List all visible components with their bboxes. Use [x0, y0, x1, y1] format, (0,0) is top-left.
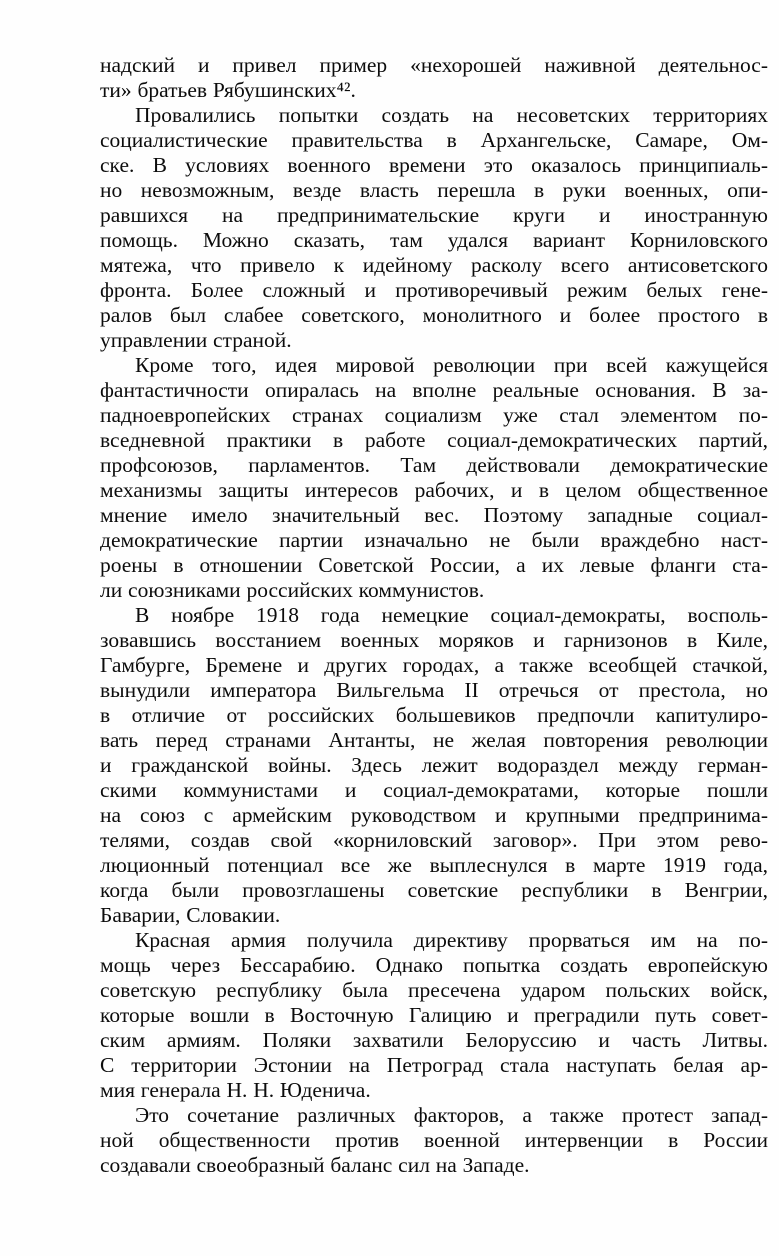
text-line: на союз с армейским руководством и крупными предпринима- — [100, 803, 768, 827]
text-line: фантастичности опиралась на вполне реальные основания. В за- — [100, 378, 768, 402]
text-line: ске. В условиях военного времени это оказалось принципиаль- — [100, 153, 768, 177]
text-line: вынудили императора Вильгельма II отречься от престола, но — [100, 678, 768, 702]
text-line: мнение имело значительный вес. Поэтому западные социал- — [100, 503, 768, 527]
text-line: мятежа, что привело к идейному расколу всего антисоветского — [100, 253, 768, 277]
text-line: ралов был слабее советского, монолитного и более простого в — [100, 303, 768, 327]
text-line: Это сочетание различных факторов, а также протест запад- — [135, 1103, 768, 1127]
text-line: В ноябре 1918 года немецкие социал-демократы, восполь- — [135, 603, 768, 627]
text-line: вседневной практики в работе социал-демократических партий, — [100, 428, 768, 452]
text-line: в отличие от российских большевиков предпочли капитулиро- — [100, 703, 768, 727]
text-line: советскую республику была пресечена ударом польских войск, — [100, 978, 768, 1002]
paragraph — [100, 103, 768, 353]
paragraph — [100, 353, 768, 603]
paragraph — [100, 53, 768, 103]
text-line: равшихся на предпринимательские круги и иностранную — [100, 203, 768, 227]
text-line: ли союзниками российских коммунистов. — [100, 578, 485, 602]
text-line: зовавшись восстанием военных моряков и гарнизонов в Киле, — [100, 628, 768, 652]
text-line: телями, создав свой «корниловский заговор». При этом рево- — [100, 828, 768, 852]
text-line: Баварии, Словакии. — [100, 903, 281, 927]
text-line: ским армиям. Поляки захватили Белоруссию и часть Литвы. — [100, 1028, 768, 1052]
paragraph — [100, 928, 768, 1103]
text-line: скими коммунистами и социал-демократами, которые пошли — [100, 778, 768, 802]
paragraph — [100, 1103, 768, 1178]
text-line: мощь через Бессарабию. Однако попытка создать европейскую — [100, 953, 768, 977]
text-line: люционный потенциал все же выплеснулся в марте 1919 года, — [100, 853, 768, 877]
text-line: когда были провозглашены советские республики в Венгрии, — [100, 878, 768, 902]
text-line: мия генерала Н. Н. Юденича. — [100, 1078, 371, 1102]
text-line: Гамбурге, Бремене и других городах, а также всеобщей стачкой, — [100, 653, 768, 677]
text-line: создавали своеобразный баланс сил на Западе. — [100, 1153, 530, 1177]
text-line: С территории Эстонии на Петроград стала наступать белая ар- — [100, 1053, 768, 1077]
text-line: социалистические правительства в Архангельске, Самаре, Ом- — [100, 128, 768, 152]
text-line: помощь. Можно сказать, там удался вариант Корниловского — [100, 228, 768, 252]
text-line: Красная армия получила директиву прорваться им на по- — [135, 928, 768, 952]
text-line: ти» братьев Рябушинских⁴². — [100, 78, 356, 102]
text-column — [100, 53, 768, 1178]
paragraph — [100, 603, 768, 928]
text-line: падноевропейских странах социализм уже стал элементом по- — [100, 403, 768, 427]
text-line: фронта. Более сложный и противоречивый режим белых гене- — [100, 278, 768, 302]
text-line: роены в отношении Советской России, а их левые фланги ста- — [100, 553, 768, 577]
text-line: но невозможным, везде власть перешла в руки военных, опи- — [100, 178, 768, 202]
text-line: механизмы защиты интересов рабочих, и в целом общественное — [100, 478, 768, 502]
text-line: профсоюзов, парламентов. Там действовали демократические — [100, 453, 768, 477]
text-line: вать перед странами Антанты, не желая повторения революции — [100, 728, 768, 752]
text-line: ной общественности против военной интервенции в России — [100, 1128, 768, 1152]
text-line: Провалились попытки создать на несоветских территориях — [135, 103, 768, 127]
text-line: Кроме того, идея мировой революции при всей кажущейся — [135, 353, 768, 377]
text-line: которые вошли в Восточную Галицию и преградили путь совет- — [100, 1003, 768, 1027]
text-line: и гражданской войны. Здесь лежит водораздел между герман- — [100, 753, 768, 777]
text-line: управлении страной. — [100, 328, 292, 352]
text-line: надский и привел пример «нехорошей наживной деятельнос- — [100, 53, 768, 77]
text-line: демократические партии изначально не были враждебно наст- — [100, 528, 768, 552]
